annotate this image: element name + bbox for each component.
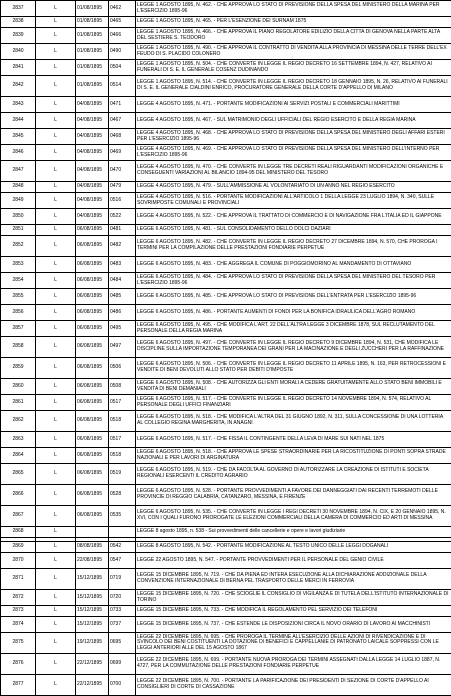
record-code: 0468 [109, 129, 136, 145]
record-number: 2868 [1, 527, 36, 538]
record-description: LEGGE 6 AGOSTO 1895, N. 485. - CHE APPROVA LO STATO DI PREVISIONE DELL'ENTRATA PER L'ESERCIZIO 1895-96 [136, 289, 451, 305]
record-type: L [36, 617, 76, 633]
record-code: 0484 [109, 273, 136, 289]
record-date: 06/08/1895 [76, 379, 109, 395]
record-date: 06/08/1895 [76, 506, 109, 527]
table-row [1, 358, 451, 379]
table-row [1, 464, 451, 485]
table-row [1, 17, 451, 28]
record-code: 0486 [109, 305, 136, 321]
record-description: LEGGE 22 AGOSTO 1895, N. 547. - PORTANTE PROVVEDIMENTI PER IL PERSONALE DEL GENIO CIVILE [136, 553, 451, 569]
record-description: LEGGE 6 AGOSTO 1895, N. 518. - CHE MODIFICA L'ALTRA DEL 31 GIUGNO 1892, N. 311, SULLA CONCESSIONE DI UNA LOTTERIA AL COLLEGIO REGINA MARGHERITA, IN ANAGNI [136, 411, 451, 432]
record-description: LEGGE 4 AGOSTO 1895, N. 471. - PORTANTE MODIFICAZIONI AI SERVIZI POSTALI E COMMERCIALI MARITTIMI [136, 97, 451, 113]
laws-table-body [1, 1, 451, 696]
record-code: 0517 [109, 432, 136, 448]
table-row [1, 617, 451, 633]
record-date: 15/12/1895 [76, 569, 109, 590]
record-description: LEGGE 15 DICEMBRE 1895, N. 733. - CHE MODIFICA IL REGOLAMENTO PEL SERVIZIO DEI TELEFONI [136, 606, 451, 617]
record-type: L [36, 633, 76, 654]
table-row [1, 182, 451, 193]
record-date: 19/12/1895 [76, 633, 109, 654]
table-row [1, 129, 451, 145]
record-date: 08/08/1895 [76, 542, 109, 553]
record-number: 2865 [1, 464, 36, 485]
record-number: 2860 [1, 379, 36, 395]
record-date: 01/08/1895 [76, 44, 109, 60]
record-description: LEGGE 4 AGOSTO 1895, N. 479. - SULL'AMMISSIONE AL VOLONTARIATO DI UN ANNO NEL REGIO ESERCITO [136, 182, 451, 193]
record-number: 2840 [1, 44, 36, 60]
record-description: LEGGE 6 AGOSTO 1895, N. 484. - CHE APPROVA LO STATO DI PREVISIONE DELLA SPESA DEL MINISTERO DEL TESORO PER L'ESERCIZIO 1895-96 [136, 273, 451, 289]
table-row [1, 76, 451, 97]
record-date: 15/12/1895 [76, 617, 109, 633]
record-number: 2874 [1, 617, 36, 633]
record-description: LEGGE 6 AGOSTO 1895, N. 495. - CHE MODIFICA L'ART. 22 DELL'ALTRA LEGGE 3 DICEMBRE 1878, SUL RECLUTAMENTO DEL PERSONALE DELLA REGIA MARINA [136, 321, 451, 337]
record-number: 2864 [1, 448, 36, 464]
record-number: 2853 [1, 257, 36, 273]
record-date: 04/08/1895 [76, 182, 109, 193]
record-number: 2841 [1, 60, 36, 76]
record-number: 2838 [1, 17, 36, 28]
record-date: 15/12/1895 [76, 590, 109, 606]
record-number: 2869 [1, 542, 36, 553]
record-description: LEGGE 22 DICEMBRE 1895, N. 699. - PORTANTE NUOVA PROROGA DEI TERMINI ASSEGNATI DALLA LEGGE 14 LUGLIO 1887, N. 4727, PER LA COMMUTAZIONE DELLE PRESTAZIONI FONDIARIE PERPETUE [136, 654, 451, 675]
table-row [1, 633, 451, 654]
record-code: 0465 [109, 17, 136, 28]
record-date: 15/12/1895 [76, 606, 109, 617]
record-date: 06/08/1895 [76, 289, 109, 305]
record-number: 2837 [1, 1, 36, 17]
table-row [1, 225, 451, 236]
record-date: 01/08/1895 [76, 17, 109, 28]
record-type: L [36, 337, 76, 358]
record-description: LEGGE 4 AGOSTO 1895, N. 468. - CHE APPROVA LO STATO DI PREVISIONE DELLA SPESA DEL MINISTERO DEGLI AFFARI ESTERI PER L'ESERCIZIO 1895-96 [136, 129, 451, 145]
table-row [1, 485, 451, 506]
record-number: 2846 [1, 145, 36, 161]
record-description: LEGGE 6 AGOSTO 1895, N. 517. - CHE FISSA IL CONTINGENTE DELLA LEVA DI MARE SUI NATI NEL 1875 [136, 432, 451, 448]
record-type: L [36, 182, 76, 193]
record-number: 2871 [1, 569, 36, 590]
table-row [1, 506, 451, 527]
record-description: LEGGE 6 AGOSTO 1895, N. 535. - CHE CONVERTE IN LEGGE I REGI DECRETI 30 NOVEMBRE 1894, N. CIX, E 20 GENNAIO 1895, N. XVI, CON I QUALI FURONO PROROGATE LE ELEZIONI COMMERCIALI DELLA CAMERA DI COMMERCIO ED ARTI DI MESSINA [136, 506, 451, 527]
record-date: 06/08/1895 [76, 432, 109, 448]
record-code: 0506 [109, 358, 136, 379]
table-row [1, 97, 451, 113]
record-number: 2847 [1, 161, 36, 182]
table-row [1, 654, 451, 675]
record-description: LEGGE 6 AGOSTO 1895, N. 508. - CHE AUTORIZZA GLI ENTI MORALI A CEDERE GRATUITAMENTE ALLO STATO BENI IMMOBILI E VENDITA DI BENI DEMANIALI [136, 379, 451, 395]
table-row [1, 236, 451, 257]
record-number: 2843 [1, 97, 36, 113]
record-description: LEGGE 4 AGOSTO 1895, N. 469. - CHE APPROVA LO STATO DI PREVISIONE DELLA SPESA DEL MINISTERO DELL'INTERNO PER L'ESERCIZIO 1895-96 [136, 145, 451, 161]
record-type: L [36, 129, 76, 145]
record-type: L [36, 358, 76, 379]
record-date: 06/08/1895 [76, 448, 109, 464]
record-number: 2877 [1, 675, 36, 696]
record-code: 0695 [109, 633, 136, 654]
record-code: 0470 [109, 161, 136, 182]
record-number: 2876 [1, 654, 36, 675]
record-date: 22/12/1895 [76, 654, 109, 675]
record-date: 01/08/1895 [76, 28, 109, 44]
table-row [1, 411, 451, 432]
record-type: L [36, 448, 76, 464]
record-type: L [36, 395, 76, 411]
record-code: 0535 [109, 506, 136, 527]
record-number: 2866 [1, 485, 36, 506]
record-number: 2861 [1, 395, 36, 411]
table-row [1, 113, 451, 129]
table-row [1, 193, 451, 209]
record-type: L [36, 464, 76, 485]
record-type: L [36, 485, 76, 506]
record-code: 0471 [109, 97, 136, 113]
record-date: 22/08/1895 [76, 553, 109, 569]
record-code: 0700 [109, 675, 136, 696]
record-description: LEGGE 6 AGOSTO 1895, N. 482. - CHE CONVERTE IN LEGGE IL REGIO DECRETO 27 DICEMBRE 1894, N. 570, CHE PROROGA I TERMINI PER LA COMPILAZIONE DELLE PRESTAZIONI FONDIARIE PERPETUE [136, 236, 451, 257]
record-date: 22/12/1895 [76, 675, 109, 696]
record-number: 2870 [1, 553, 36, 569]
record-description: LEGGE 15 DICEMBRE 1895, N. 719. - CHE DA PIENA ED INTERA ESECUZIONE ALLA DICHIARAZIONE ADDIZIONALE DELLA CONVENZIONE INTERNAZIONALE DI BERNA PEL TRASPORTO DELLE MERCI IN FERROVIA [136, 569, 451, 590]
record-number: 2849 [1, 193, 36, 209]
record-description: LEGGE 6 AGOSTO 1895, N. 497. - CHE CONVERTE IN LEGGE IL REGIO DECRETO 9 DICEMBRE 1894, N. 531, CHE MODIFICA LE DISCIPLINE SULLA IMPORTAZIONE TEMPORANEA DEI GRANI PER LA MACINAZIONE E DEGLI ZUCCHERI PER LA RAFFINAZIONE [136, 337, 451, 358]
record-code: 0547 [109, 553, 136, 569]
record-code: 0542 [109, 542, 136, 553]
record-date: 04/08/1895 [76, 129, 109, 145]
record-code: 0522 [109, 209, 136, 225]
table-row [1, 606, 451, 617]
record-type: L [36, 273, 76, 289]
record-number: 2872 [1, 590, 36, 606]
table-row [1, 569, 451, 590]
record-code: 0490 [109, 44, 136, 60]
record-code: 0495 [109, 321, 136, 337]
record-code: 0737 [109, 617, 136, 633]
record-type: L [36, 289, 76, 305]
record-date: 06/08/1895 [76, 321, 109, 337]
record-date: 06/08/1895 [76, 236, 109, 257]
record-type: L [36, 675, 76, 696]
record-number: 2859 [1, 358, 36, 379]
record-type: L [36, 28, 76, 44]
record-type: L [36, 305, 76, 321]
record-number: 2842 [1, 76, 36, 97]
record-number: 2857 [1, 321, 36, 337]
table-row [1, 432, 451, 448]
table-row [1, 337, 451, 358]
record-code: 0481 [109, 225, 136, 236]
table-row [1, 289, 451, 305]
record-code: 0479 [109, 182, 136, 193]
record-type: L [36, 1, 76, 17]
record-type: L [36, 506, 76, 527]
record-type: L [36, 113, 76, 129]
record-number: 2844 [1, 113, 36, 129]
record-date: 06/08/1895 [76, 485, 109, 506]
record-number: 2867 [1, 506, 36, 527]
record-type: L [36, 553, 76, 569]
record-type: L [36, 590, 76, 606]
table-row [1, 209, 451, 225]
record-type: L [36, 654, 76, 675]
record-description: LEGGE 6 AGOSTO 1895, N. 517. - CHE CONVERTE IN LEGGE IL REGIO DECRETO 14 NOVEMBRE 1894, N. 574, RELATIVO AL PERSONALE DEGLI UFFICI FINANZIARI [136, 395, 451, 411]
record-code: 0485 [109, 289, 136, 305]
record-description: LEGGE 1 AGOSTO 1895, N. 466. - CHE APPROVA IL PIANO REGOLATORE EDILIZIO DELLA CITTA DI GENOVA NELLA PARTE ALTA DEL SESTIERE S. TEODORO [136, 28, 451, 44]
record-date: 04/08/1895 [76, 209, 109, 225]
record-description: LEGGE 8 agosto 1895, n. 538 - Sui provvedimenti delle cancellerie e opere e lavori giudiziarie [136, 527, 451, 538]
record-date: 04/08/1895 [76, 97, 109, 113]
record-date: 04/08/1895 [76, 113, 109, 129]
record-code: 0699 [109, 654, 136, 675]
record-code: 0514 [109, 76, 136, 97]
table-row [1, 28, 451, 44]
record-date: 06/08/1895 [76, 273, 109, 289]
record-date: 06/08/1895 [76, 225, 109, 236]
record-description: LEGGE 6 AGOSTO 1895, N. 481. - SUL CONSOLIDAMENTO DELLO DOLCI DAZIARI [136, 225, 451, 236]
table-row [1, 305, 451, 321]
record-code: 0720 [109, 590, 136, 606]
table-row [1, 161, 451, 182]
record-description: LEGGE 4 AGOSTO 1895, N. 470. - CHE CONVERTE IN LEGGE TRE DECRETI REALI RIGUARDANTI MODIFICAZIONI ORGANICHE E CONSEGUENTI VARIAZIONI AL BILANCIO 1894-95 DEL MINISTERO DEL TESORO [136, 161, 451, 182]
record-date: 04/08/1895 [76, 161, 109, 182]
record-date: 06/08/1895 [76, 358, 109, 379]
record-type: L [36, 225, 76, 236]
record-number: 2873 [1, 606, 36, 617]
record-type: L [36, 432, 76, 448]
record-code: 0517 [109, 395, 136, 411]
record-code: 0469 [109, 145, 136, 161]
record-description: LEGGE 6 AGOSTO 1895, N. 528. - PORTANTE PROVVEDIMENTI A FAVORE DEI DANNEGGIATI DAI RECENTI TERREMOTI DELLE PROVINCIE DI REGGIO CALABRIA, CATANZARO, MESSINA, E FIRENZE [136, 485, 451, 506]
table-row [1, 273, 451, 289]
record-date: 06/08/1895 [76, 411, 109, 432]
table-row [1, 675, 451, 696]
record-code: 0519 [109, 464, 136, 485]
table-row [1, 44, 451, 60]
table-row [1, 553, 451, 569]
record-code: 0483 [109, 257, 136, 273]
record-type: L [36, 542, 76, 553]
record-date: 01/08/1895 [76, 1, 109, 17]
record-code: 0518 [109, 411, 136, 432]
record-description: LEGGE 4 AGOSTO 1895, N. 522. - CHE APPROVA IL TRATTATO DI COMMERCIO E DI NAVIGAZIONE FRA L'ITALIA ED IL GIAPPONE [136, 209, 451, 225]
record-number: 2854 [1, 273, 36, 289]
table-row [1, 60, 451, 76]
record-date: 01/08/1895 [76, 60, 109, 76]
record-number: 2852 [1, 236, 36, 257]
record-date: 06/08/1895 [76, 464, 109, 485]
record-code: 0719 [109, 569, 136, 590]
record-type: L [36, 60, 76, 76]
record-code: 0733 [109, 606, 136, 617]
record-date [76, 527, 109, 538]
record-description: LEGGE 22 DICEMBRE 1895, N. 700. - PORTANTE LA PARIFICAZIONE DEI PRESIDENTI DI SEZIONE DI CORTE D'APPELLO AI CONSIGLIERI DI CORTE DI CASSAZIONE [136, 675, 451, 696]
table-row [1, 379, 451, 395]
record-description: LEGGE 1 AGOSTO 1895, N. 504. - CHE CONVERTE IN LEGGE IL REGIO DECRETO 16 SETTEMBRE 1894, N. 427, RELATIVO AI FUNERALI DI S. E. IL GENERALE COSENZ DUDINANDO [136, 60, 451, 76]
record-number: 2839 [1, 28, 36, 44]
record-description: LEGGE 1 AGOSTO 1895, N. 514. - CHE CONVERTE IN LEGGE IL REGIO DECRETO 18 GENNAIO 1895, N. 26, RELATIVO AI FUNERALI DI S. E. IL GENERALE CIALDINI ENRICO, PROCURATORE GENERALE DELLA CORTE D'APPELLO DI MILANO [136, 76, 451, 97]
table-row [1, 590, 451, 606]
record-description: LEGGE 15 DICEMBRE 1895, N. 720. - CHE SCIOGLIE IL CONSIGLIO DI VIGILANZA E DI TUTELA DELL'ISTITUTO INTERNAZIONALE DI TORINO [136, 590, 451, 606]
record-type: L [36, 17, 76, 28]
record-type: L [36, 209, 76, 225]
record-number: 2851 [1, 225, 36, 236]
record-date: 06/08/1895 [76, 337, 109, 358]
record-code: 0518 [109, 448, 136, 464]
record-type: L [36, 145, 76, 161]
record-type: L [36, 76, 76, 97]
record-type: L [36, 411, 76, 432]
table-row [1, 145, 451, 161]
record-code [109, 527, 136, 538]
record-type: L [36, 193, 76, 209]
record-description: LEGGE 6 AGOSTO 1895, N. 506. - CHE CONVERTE IN LEGGE IL REGIO DECRETO 11 APRILE 1895, N. 163, PER RETROCESSIONI E VENDITE DI BENI DEVOLUTI ALLO STATO PER DEBITI D'IMPOSTE [136, 358, 451, 379]
record-type: L [36, 44, 76, 60]
record-number: 2862 [1, 411, 36, 432]
table-row [1, 1, 451, 17]
record-date: 04/08/1895 [76, 145, 109, 161]
record-number: 2863 [1, 432, 36, 448]
table-row [1, 527, 451, 538]
table-row [1, 448, 451, 464]
record-code: 0508 [109, 379, 136, 395]
record-type: L [36, 257, 76, 273]
record-code: 0467 [109, 113, 136, 129]
table-row [1, 542, 451, 553]
record-number: 2856 [1, 305, 36, 321]
table-row [1, 321, 451, 337]
record-type: L [36, 97, 76, 113]
record-description: LEGGE 6 AGOSTO 1895, N. 518. - CHE APPROVA LE SPESE STRAORDINARIE PER LA RICOSTITUZIONE DI PONTI SOPRA STRADE NAZIONALI E PER LAVORI DI ARGINATURA [136, 448, 451, 464]
record-type: L [36, 527, 76, 538]
record-description: LEGGE 1 AGOSTO 1895, N. 465. - PER L'ESENZIONE DEI SURNAM 1875 [136, 17, 451, 28]
record-type: L [36, 569, 76, 590]
record-description: LEGGE 6 AGOSTO 1895, N. 483. - CHE AGGREGA IL COMUNE DI POGGIOMORINO AL MANDAMENTO DI OTTAVIANO [136, 257, 451, 273]
record-code: 0504 [109, 60, 136, 76]
record-description: LEGGE 1 AGOSTO 1895, N. 462. - CHE APPROVA LO STATO DI PREVISIONE DELLA SPESA DEL MINISTERO DELLA MARINA PER L'ESERCIZIO 1895-96 [136, 1, 451, 17]
record-number: 2850 [1, 209, 36, 225]
record-code: 0462 [109, 1, 136, 17]
record-date: 06/08/1895 [76, 395, 109, 411]
record-description: LEGGE 4 AGOSTO 1895, N. 516. - PORTANTE MODIFICAZIONI ALL'ARTICOLO 1 DELLA LEGGE 23 LUGLIO 1894, N. 340, SULLE SOVRIMPOSTE COMUNALI E PROVINCIALI [136, 193, 451, 209]
record-number: 2875 [1, 633, 36, 654]
record-description: LEGGE 6 AGOSTO 1895, N. 486. - PORTANTE AUMENTI DI FONDI PER LA BONIFICA IDRAULICA DELL'AGRO ROMANO [136, 305, 451, 321]
record-description: LEGGE 8 AGOSTO 1895, N. 542. - PORTANTE MODIFICAZIONE AL TESTO UNICO DELLE LEGGI DOGANALI [136, 542, 451, 553]
record-date: 06/08/1895 [76, 305, 109, 321]
record-code: 0516 [109, 193, 136, 209]
record-type: L [36, 379, 76, 395]
record-type: L [36, 236, 76, 257]
record-description: LEGGE 1 AGOSTO 1895, N. 490. - CHE APPROVA IL CONTRATTO DI VENDITA ALLA PROVINCIA DI MESSINA DELLE TERRE DELL'EX FEUDO DI S. PLACIDO COLONERO [136, 44, 451, 60]
record-number: 2848 [1, 182, 36, 193]
record-type: L [36, 161, 76, 182]
record-description: LEGGE 22 DICEMBRE 1895, N. 695. - CHE PROROGA IL TERMINE ALL'ESERCIZIO DELLE AZIONI DI RIVENDICAZIONE E DI SVINCOLO DEI BENI COSTITUENTI LA DOTAZIONE DI BENEFICI E CAPPELLANIE DI PATRONATO LAICALE SOPPRESSI CON LE LEGGI ANTERIORI ALLE DEL 15 AGOSTO 1867 [136, 633, 451, 654]
record-code: 0497 [109, 337, 136, 358]
record-description: LEGGE 15 DICEMBRE 1895, N. 737. - CHE ESTENDE LE DISPOSIZIONI CIRCA IL NOVO ORARIO DI LAVORO AI MACCHINISTI [136, 617, 451, 633]
record-code: 0528 [109, 485, 136, 506]
record-type: L [36, 321, 76, 337]
record-date: 01/08/1895 [76, 76, 109, 97]
record-date: 06/08/1895 [76, 257, 109, 273]
record-number: 2845 [1, 129, 36, 145]
record-date: 04/08/1895 [76, 193, 109, 209]
record-description: LEGGE 4 AGOSTO 1895, N. 467. - SUL MATRIMONIO DEGLI UFFICIALI DEL REGIO ESERCITO E DELLA REGIA MARINA [136, 113, 451, 129]
record-number: 2855 [1, 289, 36, 305]
record-code: 0466 [109, 28, 136, 44]
record-code: 0482 [109, 236, 136, 257]
record-number: 2858 [1, 337, 36, 358]
record-type: L [36, 606, 76, 617]
table-row [1, 395, 451, 411]
record-description: LEGGE 6 AGOSTO 1895, N. 519. - CHE DA FACOLTA AL GOVERNO DI AUTORIZZARE LA CREAZIONE DI ISTITUTI E SOCIETA REGIONALI ESERCENTI IL CREDITO AGRARIO [136, 464, 451, 485]
table-row [1, 257, 451, 273]
